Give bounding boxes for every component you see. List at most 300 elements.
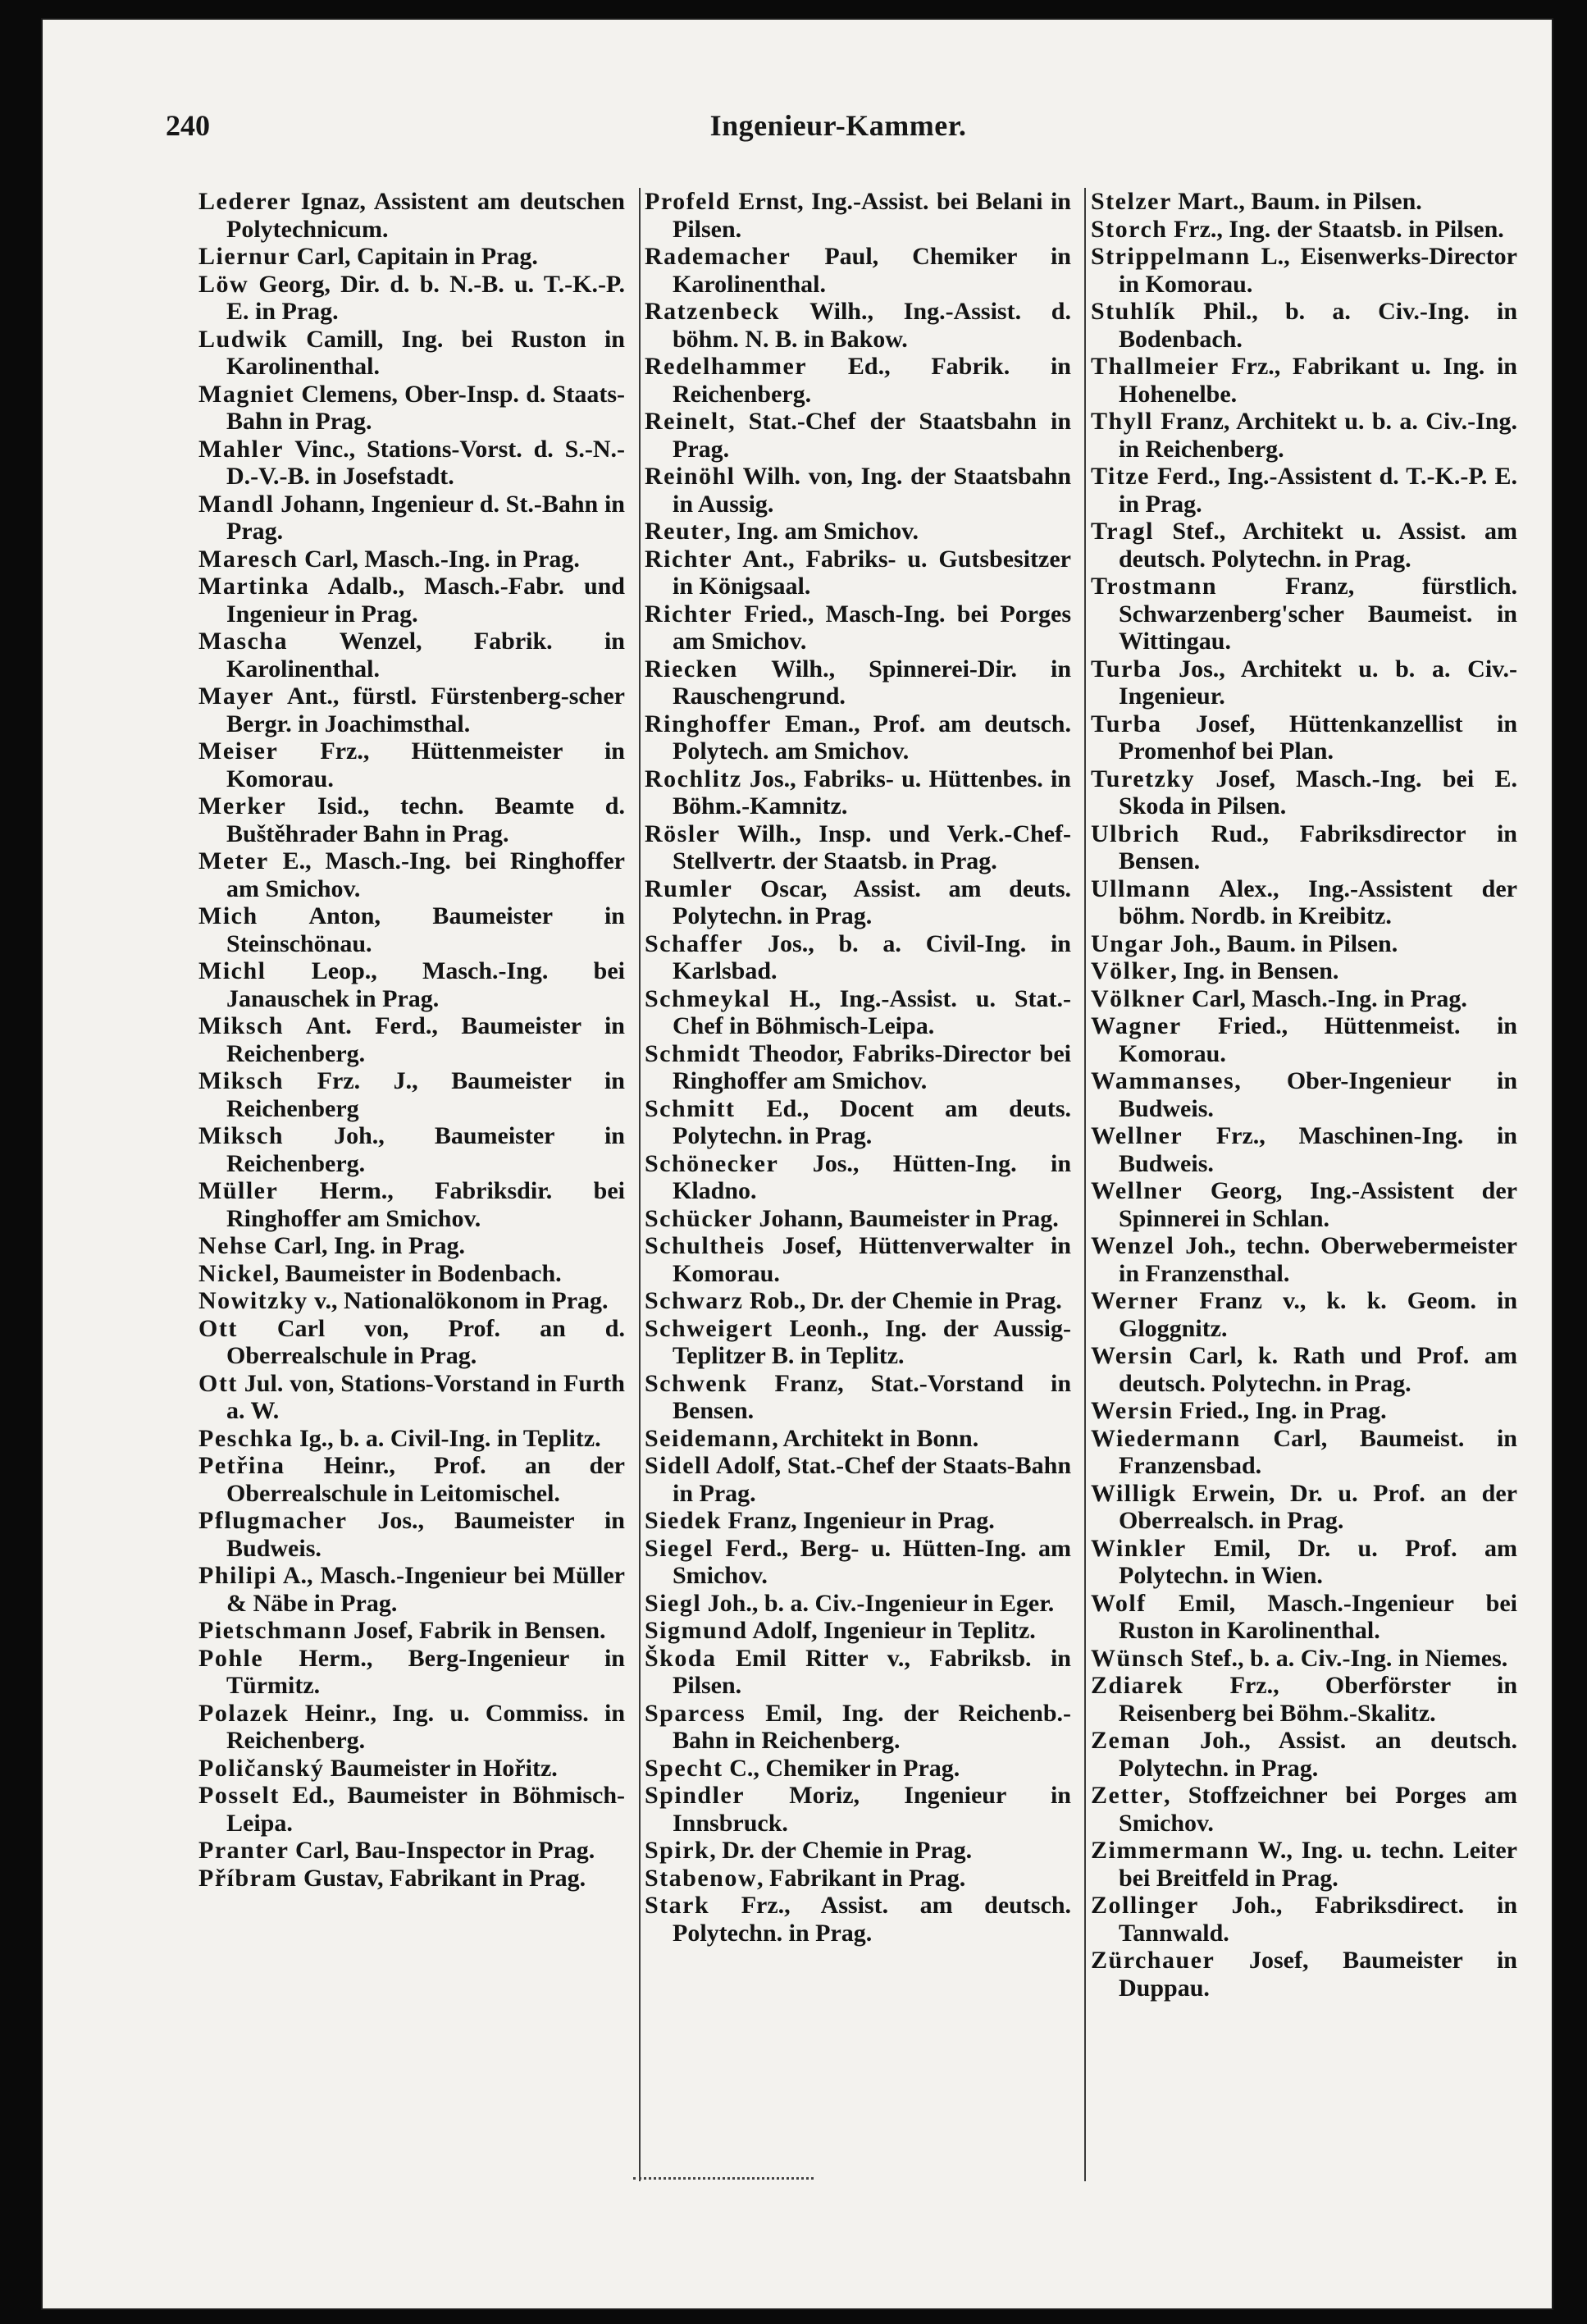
entry-details: Josef, Fabrik in Bensen. (347, 1617, 606, 1644)
entry-details: Wenzel, Fabrik. in Karolinenthal. (226, 628, 625, 683)
directory-entry (645, 1287, 1071, 1315)
entry-surname: Martinka (198, 573, 310, 600)
directory-entry (1091, 1480, 1517, 1535)
directory-entry (645, 985, 1071, 1040)
entry-surname: Seidemann (645, 1424, 773, 1452)
entry-surname: Völkner (1091, 984, 1186, 1012)
entry-details: Josef, Hüttenverwalter in Komorau. (673, 1232, 1071, 1287)
entry-surname: Wersin (1091, 1397, 1174, 1424)
entry-details: Carl, Bau-Inspector in Prag. (289, 1837, 595, 1864)
entry-surname: Ott (198, 1369, 238, 1397)
entry-details: Fried., Masch-Ing. bei Porges am Smichov. (673, 600, 1071, 655)
directory-entry (645, 1507, 1071, 1535)
entry-surname: Sigmund (645, 1617, 748, 1644)
column-3 (1091, 188, 1517, 2002)
directory-entry (1091, 875, 1517, 930)
entry-surname: Schmitt (645, 1094, 736, 1122)
directory-entry (1091, 1012, 1517, 1067)
directory-entry (645, 1700, 1071, 1755)
entry-surname: Turetzky (1091, 765, 1196, 792)
directory-entry (198, 1865, 625, 1893)
directory-entry (645, 188, 1071, 243)
entry-surname: Turba (1091, 710, 1162, 737)
entry-surname: Zetter (1091, 1782, 1164, 1809)
directory-entry (645, 1040, 1071, 1095)
entry-details: Josef, Hüttenkanzellist in Promenhof bei Plan. (1119, 710, 1517, 765)
directory-entry (1091, 655, 1517, 710)
directory-entry (198, 902, 625, 957)
entry-surname: Pranter (198, 1837, 290, 1864)
directory-entry (1091, 1590, 1517, 1645)
directory-entry (1091, 1645, 1517, 1673)
entry-details: Ed., Fabrik. in Reichenberg. (673, 353, 1071, 408)
directory-entry (1091, 1397, 1517, 1425)
directory-entry (198, 1260, 625, 1288)
entry-details: Franz, Architekt u. b. a. Civ.-Ing. in Reichenberg. (1119, 408, 1517, 463)
directory-entry (645, 875, 1071, 930)
entry-surname: Spirk (645, 1837, 710, 1864)
entry-details: Ant., Fabriks- u. Gutsbesitzer in Königsaal. (673, 545, 1071, 600)
entry-surname: Nehse (198, 1232, 268, 1259)
entry-details: Frz., Assist. am deutsch. Polytechn. in Prag. (673, 1892, 1071, 1947)
entry-surname: Miksch (198, 1122, 285, 1149)
entry-details: Joh., Fabriksdirect. in Tannwald. (1119, 1892, 1517, 1947)
directory-entry (1091, 1287, 1517, 1342)
entry-details: Baumeister in Hořitz. (324, 1754, 558, 1782)
entry-surname: Mandl (198, 490, 275, 518)
column-2 (645, 188, 1071, 1947)
directory-entry (645, 408, 1071, 463)
directory-entry (645, 1425, 1071, 1453)
entry-details: Johann, Baumeister in Prag. (753, 1204, 1059, 1232)
directory-entry (198, 1617, 625, 1645)
entry-surname: Miksch (198, 1012, 285, 1039)
directory-entry (198, 957, 625, 1012)
entry-surname: Zdiarek (1091, 1672, 1184, 1699)
directory-entry (645, 1590, 1071, 1618)
directory-entry (198, 628, 625, 683)
entry-details: A., Masch.-Ingenieur bei Müller & Näbe in Prag. (226, 1562, 625, 1617)
entry-details: Erwein, Dr. u. Prof. an der Oberrealsch. in Prag. (1119, 1479, 1517, 1534)
entry-surname: Turba (1091, 655, 1162, 683)
entry-surname: Strippelmann (1091, 243, 1251, 270)
entry-details: Fried., Ing. in Prag. (1173, 1397, 1387, 1424)
entry-surname: Thallmeier (1091, 353, 1220, 380)
directory-entry (645, 765, 1071, 820)
directory-entry (198, 1755, 625, 1783)
directory-entry (645, 1865, 1071, 1893)
entry-details: Jos., Fabriks- u. Hüttenbes. in Böhm.-Kamnitz. (673, 765, 1071, 820)
entry-details: Theodor, Fabriks-Director bei Ringhoffer am Smichov. (673, 1039, 1071, 1094)
directory-entry (198, 1315, 625, 1370)
entry-details: Joh., Baumeister in Reichenberg. (226, 1122, 625, 1177)
entry-details: Emil, Ing. der Reichenb.-Bahn in Reichenberg. (673, 1699, 1071, 1754)
directory-entry (1091, 463, 1517, 518)
book-page (43, 20, 1552, 2308)
column-divider (639, 188, 641, 2181)
directory-entry (198, 573, 625, 628)
entry-details: Adolf, Ingenieur in Teplitz. (747, 1617, 1036, 1644)
entry-surname: Miksch (198, 1067, 285, 1094)
directory-entry (198, 188, 625, 243)
entry-details: Emil, Dr. u. Prof. am Polytechn. in Wien. (1119, 1534, 1517, 1589)
entry-surname: Titze (1091, 463, 1150, 490)
entry-details: Josef, Baumeister in Duppau. (1119, 1947, 1517, 2002)
entry-surname: Wünsch (1091, 1644, 1185, 1672)
directory-entry (1091, 1342, 1517, 1397)
entry-surname: Pflugmacher (198, 1507, 348, 1534)
entry-details: Carl von, Prof. an d. Oberrealschule in Prag. (226, 1314, 625, 1369)
entry-details: Oscar, Assist. am deuts. Polytechn. in Prag. (673, 874, 1071, 929)
directory-entry (198, 491, 625, 546)
directory-entry (198, 1837, 625, 1865)
entry-details: Emil, Masch.-Ingenieur bei Ruston in Karolinenthal. (1119, 1589, 1517, 1644)
entry-surname: Pietschmann (198, 1617, 348, 1644)
entry-surname: Mayer (198, 683, 275, 710)
entry-surname: Lederer (198, 188, 292, 215)
entry-surname: Schmidt (645, 1039, 741, 1067)
directory-entry (645, 1370, 1071, 1425)
entry-details: Adalb., Masch.-Fabr. und Ingenieur in Prag. (226, 573, 625, 628)
entry-surname: Richter (645, 545, 733, 573)
directory-entry (645, 1232, 1071, 1287)
entry-details: Ed., Baumeister in Böhmisch-Leipa. (226, 1782, 625, 1837)
entry-surname: Thyll (1091, 408, 1153, 435)
entry-surname: Rumler (645, 874, 733, 902)
entry-surname: Wammanses (1091, 1067, 1235, 1094)
entry-surname: Wagner (1091, 1012, 1182, 1039)
directory-entry (645, 1617, 1071, 1645)
entry-details: Wilh., Spinnerei-Dir. in Rauschengrund. (673, 655, 1071, 710)
entry-details: Johann, Ingenieur d. St.-Bahn in Prag. (226, 490, 625, 545)
directory-entry (198, 1232, 625, 1260)
entry-surname: Mahler (198, 435, 284, 463)
entry-surname: Redelhammer (645, 353, 808, 380)
directory-entry (1091, 1837, 1517, 1892)
entry-surname: Siegel (645, 1534, 714, 1562)
entry-surname: Reinöhl (645, 463, 736, 490)
directory-entry (198, 243, 625, 271)
entry-details: Frz., Hüttenmeister in Komorau. (226, 737, 625, 792)
entry-surname: Schücker (645, 1204, 753, 1232)
directory-entry (198, 1782, 625, 1837)
directory-entry (1091, 1672, 1517, 1727)
entry-details: Joh., techn. Oberwebermeister in Franzensthal. (1119, 1232, 1517, 1287)
entry-details: Ernst, Ing.-Assist. bei Belani in Pilsen. (673, 188, 1071, 243)
entry-details: Gustav, Fabrikant in Prag. (297, 1864, 586, 1892)
entry-surname: Schultheis (645, 1232, 765, 1259)
directory-entry (198, 847, 625, 902)
entry-details: Frz., Maschinen-Ing. in Budweis. (1119, 1122, 1517, 1177)
entry-details: Franz, fürstlich. Schwarzenberg'scher Baumeist. in Wittingau. (1119, 573, 1517, 655)
entry-surname: Wenzel (1091, 1232, 1175, 1259)
entry-surname: Ott (198, 1314, 238, 1342)
entry-details: Franz, Ingenieur in Prag. (722, 1507, 995, 1534)
directory-entry (1091, 1122, 1517, 1177)
entry-details: Phil., b. a. Civ.-Ing. in Bodenbach. (1119, 298, 1517, 353)
entry-details: Georg, Ing.-Assistent der Spinnerei in Schlan. (1119, 1177, 1517, 1232)
entry-surname: Merker (198, 792, 287, 820)
directory-entry (1091, 1727, 1517, 1782)
entry-surname: Ulbrich (1091, 820, 1180, 847)
entry-surname: Posselt (198, 1782, 280, 1809)
directory-entry (198, 1425, 625, 1453)
entry-details: H., Ing.-Assist. u. Stat.-Chef in Böhmisch-Leipa. (673, 984, 1071, 1039)
directory-entry (198, 271, 625, 326)
entry-surname: Škoda (645, 1644, 717, 1672)
entry-details: Carl, Capitain in Prag. (290, 243, 538, 270)
entry-details: Alex., Ing.-Assistent der böhm. Nordb. in Kreibitz. (1119, 874, 1517, 929)
entry-surname: Reinelt (645, 408, 729, 435)
entry-surname: Storch (1091, 215, 1168, 243)
entry-surname: Meter (198, 847, 269, 874)
entry-details: Ant. Ferd., Baumeister in Reichenberg. (226, 1012, 625, 1067)
entry-surname: Rademacher (645, 243, 791, 270)
directory-entry (1091, 1232, 1517, 1287)
entry-details: Jos., b. a. Civil-Ing. in Karlsbad. (673, 929, 1071, 984)
directory-entry (645, 1837, 1071, 1865)
entry-surname: Peschka (198, 1424, 294, 1452)
entry-details: Frz., Ing. der Staatsb. in Pilsen. (1167, 215, 1504, 243)
entry-surname: Reuter (645, 518, 725, 545)
directory-entry (645, 353, 1071, 408)
column-divider (1084, 188, 1086, 2181)
directory-entry (1091, 1177, 1517, 1232)
entry-surname: Stuhlík (1091, 298, 1176, 325)
directory-entry (1091, 1425, 1517, 1480)
entry-surname: Liernur (198, 243, 291, 270)
entry-details: Jul. von, Stations-Vorstand in Furth a. W. (226, 1369, 625, 1424)
entry-details: Carl, Masch.-Ing. in Prag. (298, 545, 580, 573)
entry-details: Eman., Prof. am deutsch. Polytech. am Smichov. (673, 710, 1071, 765)
entry-surname: Ratzenbeck (645, 298, 780, 325)
entry-surname: Mich (198, 902, 258, 929)
entry-details: W., Ing. u. techn. Leiter bei Breitfeld in Prag. (1119, 1837, 1517, 1892)
directory-entry (198, 1122, 625, 1177)
entry-surname: Ludwik (198, 325, 289, 353)
entry-details: Camill, Ing. bei Ruston in Karolinenthal. (226, 325, 625, 380)
directory-entry (198, 737, 625, 792)
directory-entry (645, 1315, 1071, 1370)
entry-surname: Stelzer (1091, 188, 1172, 215)
directory-entry (645, 1645, 1071, 1700)
entry-surname: Richter (645, 600, 733, 628)
entry-details: Ferd., Ing.-Assistent d. T.-K.-P. E. in Prag. (1119, 463, 1517, 518)
entry-surname: Riecken (645, 655, 738, 683)
directory-entry (645, 298, 1071, 353)
entry-surname: Stabenow (645, 1864, 758, 1892)
entry-details: Ant., fürstl. Fürstenberg-scher Bergr. in Joachimsthal. (226, 683, 625, 737)
directory-entry (198, 1012, 625, 1067)
directory-entry (645, 655, 1071, 710)
directory-entry (645, 930, 1071, 985)
directory-entry (1091, 573, 1517, 655)
entry-surname: Wersin (1091, 1342, 1174, 1369)
entry-details: Carl, Masch.-Ing. in Prag. (1185, 984, 1467, 1012)
entry-details: Rud., Fabriksdirector in Bensen. (1119, 820, 1517, 874)
entry-surname: Müller (198, 1177, 279, 1204)
entry-details: Herm., Berg-Ingenieur in Türmitz. (226, 1644, 625, 1699)
directory-entry (1091, 408, 1517, 463)
entry-surname: Schmeykal (645, 984, 771, 1012)
entry-details: , Architekt in Bonn. (772, 1424, 979, 1452)
entry-surname: Sidell (645, 1452, 711, 1479)
entry-details: Joh., b. a. Civ.-Ingenieur in Eger. (701, 1589, 1055, 1617)
directory-entry (1091, 1892, 1517, 1947)
directory-entry (645, 518, 1071, 546)
entry-surname: Michl (198, 957, 267, 984)
entry-surname: Spindler (645, 1782, 746, 1809)
entry-surname: Werner (1091, 1287, 1179, 1314)
entry-surname: Siedek (645, 1507, 723, 1534)
entry-details: Franz v., k. k. Geom. in Gloggnitz. (1119, 1287, 1517, 1342)
directory-entry (645, 1892, 1071, 1947)
directory-entry (198, 1645, 625, 1700)
entry-details: Joh., Assist. an deutsch. Polytechn. in Prag. (1119, 1727, 1517, 1782)
entry-details: Wilh., Ing.-Assist. d. böhm. N. B. in Bakow. (673, 298, 1071, 353)
entry-surname: Příbram (198, 1864, 298, 1892)
directory-entry (645, 463, 1071, 518)
entry-surname: Meiser (198, 737, 279, 765)
directory-entry (198, 1287, 625, 1315)
entry-details: Georg, Dir. d. b. N.-B. u. T.-K.-P. E. in Prag. (226, 270, 625, 325)
directory-entry (645, 1782, 1071, 1837)
directory-entry (645, 1205, 1071, 1233)
entry-surname: Zollinger (1091, 1892, 1199, 1919)
entry-details: Ig., b. a. Civil-Ing. in Teplitz. (293, 1424, 601, 1452)
directory-entry (1091, 518, 1517, 573)
directory-entry (1091, 765, 1517, 820)
entry-surname: Stark (645, 1892, 710, 1919)
directory-entry (645, 1150, 1071, 1205)
directory-columns (166, 188, 1517, 2181)
directory-entry (645, 1095, 1071, 1150)
directory-entry (1091, 1782, 1517, 1837)
directory-entry (1091, 188, 1517, 216)
entry-details: Paul, Chemiker in Karolinenthal. (673, 243, 1071, 298)
directory-entry (198, 1562, 625, 1617)
entry-details: Frz., Oberförster in Reisenberg bei Böhm.-Skalitz. (1119, 1672, 1517, 1727)
entry-surname: Ungar (1091, 929, 1165, 957)
entry-surname: Poličanský (198, 1754, 325, 1782)
entry-details: Herm., Fabriksdir. bei Ringhoffer am Smichov. (226, 1177, 625, 1232)
page-number: 240 (166, 109, 210, 142)
entry-details: Frz., Fabrikant u. Ing. in Hohenelbe. (1119, 353, 1517, 408)
entry-surname: Wellner (1091, 1122, 1183, 1149)
entry-surname: Ullmann (1091, 874, 1192, 902)
entry-details: Leonh., Ing. der Aussig-Teplitzer B. in Teplitz. (673, 1314, 1071, 1369)
entry-surname: Petřina (198, 1452, 285, 1479)
entry-details: , Stat.-Chef der Staatsbahn in Prag. (673, 408, 1071, 463)
directory-entry (645, 1452, 1071, 1507)
entry-details: Isid., techn. Beamte d. Buštěhrader Bahn in Prag. (226, 792, 625, 847)
entry-details: , Baumeister in Bodenbach. (272, 1259, 562, 1287)
entry-details: Jos., Hütten-Ing. in Kladno. (673, 1149, 1071, 1204)
directory-entry (198, 792, 625, 847)
entry-details: C., Chemiker in Prag. (723, 1754, 960, 1782)
entry-details: L., Eisenwerks-Director in Komorau. (1119, 243, 1517, 298)
entry-surname: Siegl (645, 1589, 702, 1617)
entry-surname: Schweigert (645, 1314, 773, 1342)
entry-details: , Stoffzeichner bei Porges am Smichov. (1119, 1782, 1517, 1837)
entry-surname: Rochlitz (645, 765, 742, 792)
entry-surname: Mascha (198, 628, 288, 655)
entry-surname: Schönecker (645, 1149, 779, 1177)
directory-entry (198, 1370, 625, 1425)
directory-entry (1091, 930, 1517, 958)
entry-surname: Wellner (1091, 1177, 1183, 1204)
directory-entry (1091, 957, 1517, 985)
entry-details: Heinr., Prof. an der Oberrealschule in Leitomischel. (226, 1452, 625, 1507)
entry-details: , Ober-Ingenieur in Budweis. (1119, 1067, 1517, 1122)
entry-surname: Trostmann (1091, 573, 1218, 600)
entry-details: Moriz, Ingenieur in Innsbruck. (673, 1782, 1071, 1837)
directory-entry (645, 600, 1071, 655)
directory-entry (198, 683, 625, 737)
entry-surname: Pohle (198, 1644, 264, 1672)
entry-surname: Zeman (1091, 1727, 1171, 1754)
directory-entry (645, 710, 1071, 765)
entry-details: Ed., Docent am deuts. Polytechn. in Prag. (673, 1094, 1071, 1149)
end-ornament (633, 2177, 814, 2180)
entry-details: Wilh. von, Ing. der Staatsbahn in Aussig. (673, 463, 1071, 518)
entry-surname: Nowitzky (198, 1287, 308, 1314)
entry-surname: Rösler (645, 820, 721, 847)
entry-surname: Zürchauer (1091, 1947, 1215, 1974)
entry-details: Franz, Stat.-Vorstand in Bensen. (673, 1369, 1071, 1424)
entry-details: Stef., Architekt u. Assist. am deutsch. Polytechn. in Prag. (1119, 518, 1517, 573)
directory-entry (198, 1700, 625, 1755)
entry-surname: Wiedermann (1091, 1424, 1241, 1452)
directory-entry (1091, 710, 1517, 765)
entry-surname: Ringhoffer (645, 710, 772, 737)
entry-details: , Fabrikant in Prag. (757, 1864, 966, 1892)
directory-entry (198, 1507, 625, 1562)
directory-entry (1091, 298, 1517, 353)
directory-entry (645, 243, 1071, 298)
entry-details: , Ing. am Smichov. (724, 518, 919, 545)
entry-surname: Winkler (1091, 1534, 1187, 1562)
entry-surname: Zimmermann (1091, 1837, 1250, 1864)
directory-entry (645, 820, 1071, 875)
entry-details: Carl, k. Rath und Prof. am deutsch. Polytechn. in Prag. (1119, 1342, 1517, 1397)
entry-details: Wilh., Insp. und Verk.-Chef-Stellvertr. der Staatsb. in Prag. (673, 820, 1071, 874)
entry-surname: Schwarz (645, 1287, 744, 1314)
directory-entry (198, 1177, 625, 1232)
directory-entry (645, 1535, 1071, 1590)
entry-surname: Nickel (198, 1259, 273, 1287)
entry-surname: Schwenk (645, 1369, 748, 1397)
entry-details: Frz. J., Baumeister in Reichenberg (226, 1067, 625, 1122)
page-header (166, 108, 1511, 153)
entry-surname: Völker (1091, 957, 1171, 984)
directory-entry (198, 326, 625, 381)
entry-surname: Willigk (1091, 1479, 1177, 1507)
entry-details: Stef., b. a. Civ.-Ing. in Niemes. (1184, 1644, 1508, 1672)
entry-details: Anton, Baumeister in Steinschönau. (226, 902, 625, 957)
directory-entry (198, 436, 625, 491)
entry-details: , Ing. in Bensen. (1170, 957, 1339, 984)
directory-entry (1091, 216, 1517, 244)
directory-entry (198, 381, 625, 436)
directory-entry (1091, 1947, 1517, 2002)
entry-details: Vinc., Stations-Vorst. d. S.-N.-D.-V.-B. in Josefstadt. (226, 435, 625, 490)
entry-details: Fried., Hüttenmeist. in Komorau. (1119, 1012, 1517, 1067)
entry-details: Carl, Baumeist. in Franzensbad. (1119, 1424, 1517, 1479)
entry-details: Heinr., Ing. u. Commiss. in Reichenberg. (226, 1699, 625, 1754)
entry-details: v., Nationalökonom in Prag. (308, 1287, 609, 1314)
entry-surname: Specht (645, 1754, 723, 1782)
